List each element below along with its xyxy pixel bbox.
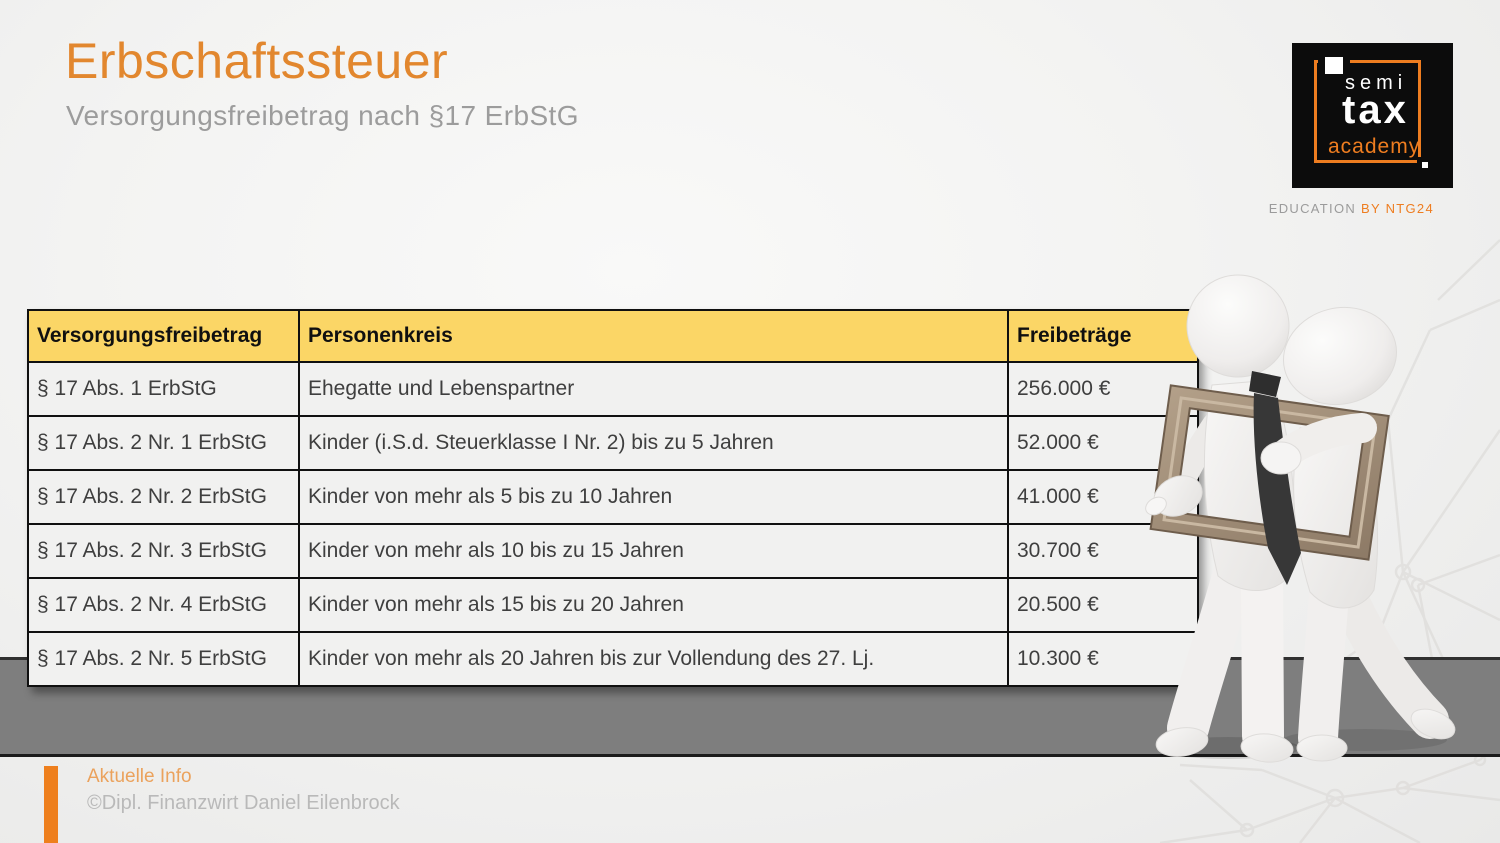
table-cell: 20.500 € [1008,578,1198,632]
freibetrag-table [27,309,1199,687]
col-header-freibetraege: Freibeträge [1008,310,1198,362]
semitax-academy-logo [1292,43,1453,188]
table-cell: Kinder (i.S.d. Steuerklasse I Nr. 2) bis zu 5 Jahren [299,416,1008,470]
table-cell: 256.000 € [1008,362,1198,416]
table-cell: Kinder von mehr als 10 bis zu 15 Jahren [299,524,1008,578]
table-cell: § 17 Abs. 2 Nr. 1 ErbStG [28,416,299,470]
footer-copyright: ©Dipl. Finanzwirt Daniel Eilenbrock [87,792,400,814]
table-row [28,362,1198,416]
table-body [28,362,1198,686]
table-cell: Kinder von mehr als 20 Jahren bis zur Vollendung des 27. Lj. [299,632,1008,686]
table-row [28,578,1198,632]
table-row [28,632,1198,686]
col-header-personenkreis: Personenkreis [299,310,1008,362]
tie [1249,371,1301,585]
table-cell: § 17 Abs. 2 Nr. 5 ErbStG [28,632,299,686]
table-cell: 52.000 € [1008,416,1198,470]
table-header-row [28,310,1198,362]
table-row [28,470,1198,524]
col-header-versorgungsfreibetrag: Versorgungsfreibetrag [28,310,299,362]
table-cell: § 17 Abs. 2 Nr. 3 ErbStG [28,524,299,578]
page-subtitle: Versorgungsfreibetrag nach §17 ErbStG [66,100,579,131]
table-cell: Kinder von mehr als 5 bis zu 10 Jahren [299,470,1008,524]
table-cell: § 17 Abs. 2 Nr. 4 ErbStG [28,578,299,632]
table-cell: 41.000 € [1008,470,1198,524]
footer-label: Aktuelle Info [87,766,192,787]
table-cell: § 17 Abs. 2 Nr. 2 ErbStG [28,470,299,524]
table-cell: 10.300 € [1008,632,1198,686]
tagline-orange: BY NTG24 [1360,201,1434,216]
table-cell: Ehegatte und Lebenspartner [299,362,1008,416]
table-cell: § 17 Abs. 1 ErbStG [28,362,299,416]
table-row [28,524,1198,578]
logo-word-tax: tax [1342,88,1409,132]
footer-accent-bar [44,766,58,843]
logo-dot-icon [1422,162,1428,168]
table-cell: 30.700 € [1008,524,1198,578]
education-tagline [1269,201,1434,216]
logo-square-icon [1325,57,1343,74]
table-cell: Kinder von mehr als 15 bis zu 20 Jahren [299,578,1008,632]
page-title: Erbschaftssteuer [65,33,449,89]
tagline-gray: EDUCATION [1268,201,1361,216]
logo-word-semi: semi [1345,72,1408,94]
logo-word-academy: academy [1328,135,1421,158]
freibetrag-table-wrapper [27,309,1199,687]
table-row [28,416,1198,470]
